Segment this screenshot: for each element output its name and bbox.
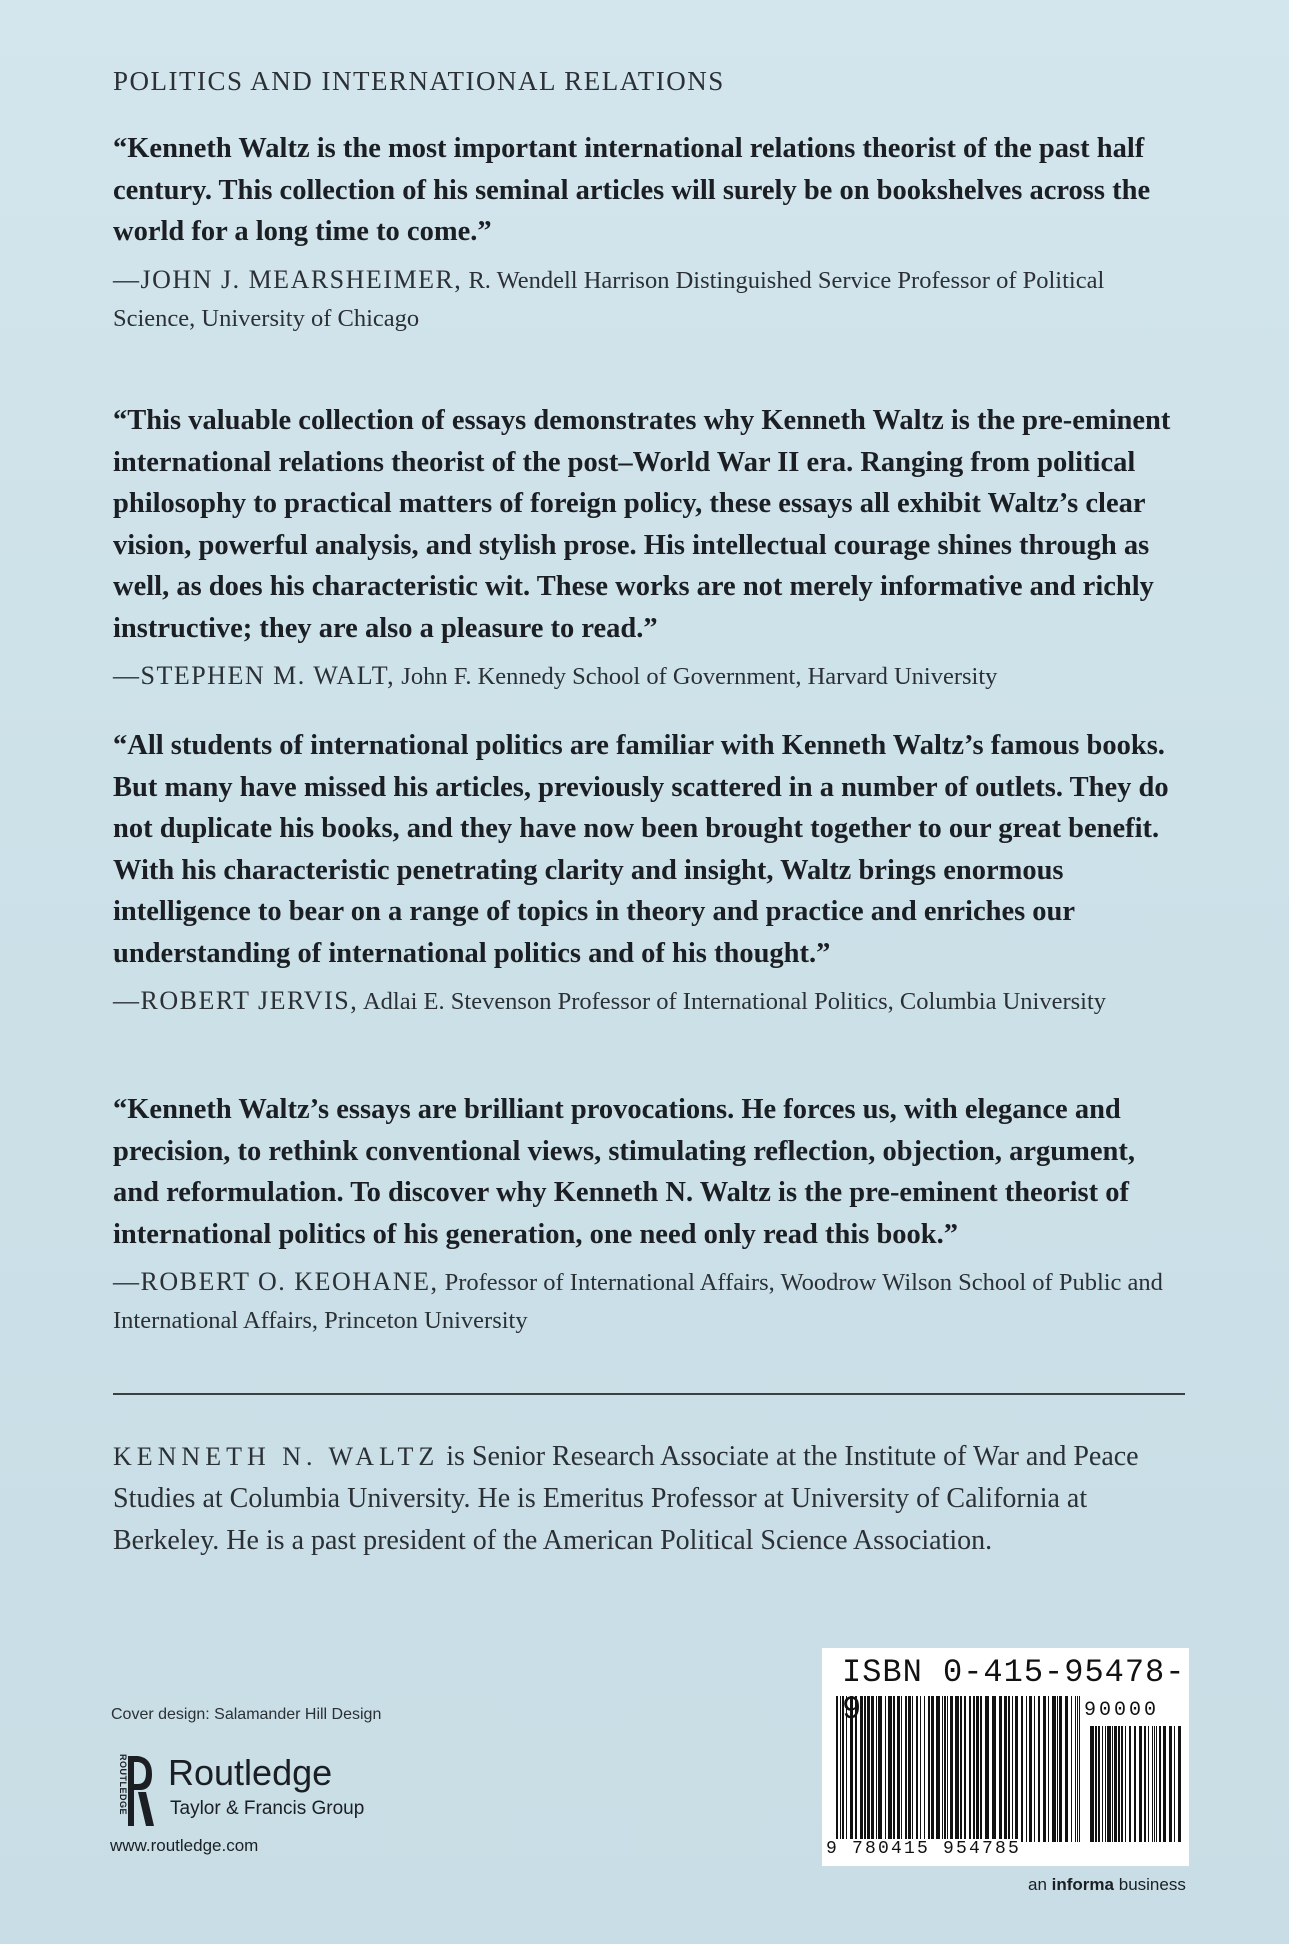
endorsement-4 xyxy=(113,1089,1185,1340)
endorsement-quote: “This valuable collection of essays demonstrates why Kenneth Waltz is the pre-eminent international relations theorist of the post–World War II era. Ranging from political philosophy to practical matters of foreign policy, these essays all exhibit Waltz’s clear vision, powerful analysis, and stylish prose. His intellectual courage shines through as well, as does his characteristic wit. These works are not merely informative and richly instructive; they are also a pleasure to read.” xyxy=(113,405,1171,644)
cover-design-credit: Cover design: Salamander Hill Design xyxy=(111,1706,382,1723)
endorser-affiliation: John F. Kennedy School of Government, Harvard University xyxy=(401,663,998,690)
barcode-bar xyxy=(1029,1696,1032,1842)
addon-bar xyxy=(1095,1726,1097,1842)
barcode-bar xyxy=(1075,1696,1076,1842)
barcode-bar xyxy=(969,1696,971,1842)
addon-bar xyxy=(1112,1726,1113,1842)
author-name: KENNETH N. WALTZ xyxy=(113,1442,440,1471)
endorsement-2 xyxy=(113,400,1185,696)
addon-bar xyxy=(1107,1726,1111,1842)
barcode-bar xyxy=(992,1696,996,1842)
barcode-bar xyxy=(1077,1696,1078,1842)
addon-bar xyxy=(1144,1726,1146,1842)
addon-bar xyxy=(1134,1726,1136,1842)
barcode-bar xyxy=(973,1696,975,1842)
endorsement-quote: “Kenneth Waltz is the most important international relations theorist of the past half century. This collection of his seminal articles will surely be on bookshelves across the world for a long time to come.” xyxy=(113,133,1151,247)
addon-bar xyxy=(1098,1726,1100,1842)
barcode-bar xyxy=(850,1696,853,1842)
barcode-icon xyxy=(822,1696,1189,1848)
barcode-bar xyxy=(855,1696,857,1842)
endorser-name: —JOHN J. MEARSHEIMER, xyxy=(113,264,463,294)
addon-bar xyxy=(1154,1726,1155,1842)
barcode-bar xyxy=(950,1696,953,1842)
barcode-bar xyxy=(836,1696,838,1842)
barcode-bar xyxy=(1008,1696,1010,1842)
barcode-bar xyxy=(1059,1696,1062,1842)
addon-bar xyxy=(1159,1726,1161,1842)
endorsement-quote: “All students of international politics are familiar with Kenneth Waltz’s famous books. But many have missed his articles, previously scattered in a number of outlets. They do not duplicate his books, and they have now been brought together to our great benefit. With his characteristic penetrating clarity and insight, Waltz brings enormous intelligence to bear on a range of topics in theory and practice and enriches our understanding of international politics and of his thought.” xyxy=(113,730,1169,969)
isbn-number: ISBN 0-415-95478-9 xyxy=(842,1654,1186,1728)
barcode-bar xyxy=(908,1696,911,1842)
barcode-bar xyxy=(876,1696,877,1842)
addon-bar xyxy=(1105,1726,1106,1842)
barcode-bar xyxy=(964,1696,966,1842)
endorsement-attribution xyxy=(113,982,1185,1021)
routledge-logo-icon xyxy=(108,1752,156,1830)
barcode-bar xyxy=(864,1696,866,1842)
barcode-bar xyxy=(928,1696,930,1842)
endorsement-quote: “Kenneth Waltz’s essays are brilliant provocations. He forces us, with elegance and precision, to rethink conventional views, stimulating reflection, objection, argument, and reformulation. To discover why Kenneth N. Waltz is the pre-eminent theorist of international politics of his generation, one need only read this book.” xyxy=(113,1094,1135,1250)
barcode-bar xyxy=(916,1696,918,1842)
barcode-bar xyxy=(1057,1696,1058,1842)
barcode-bar xyxy=(931,1696,934,1842)
barcode-bar xyxy=(1079,1696,1080,1842)
barcode-bar xyxy=(888,1696,892,1842)
informa-brand: informa xyxy=(1051,1875,1114,1894)
barcode-bar xyxy=(840,1696,841,1842)
addon-bar xyxy=(1156,1726,1157,1842)
endorsement-attribution xyxy=(113,1263,1185,1340)
barcode-bar xyxy=(1048,1696,1049,1842)
author-bio xyxy=(113,1436,1188,1562)
addon-bar xyxy=(1129,1726,1131,1842)
addon-bar xyxy=(1174,1726,1175,1842)
barcode-bar xyxy=(1021,1696,1023,1842)
endorser-name: —ROBERT JERVIS, xyxy=(113,986,359,1015)
addon-bar xyxy=(1148,1726,1149,1842)
barcode-bar xyxy=(955,1696,959,1842)
addon-bar xyxy=(1118,1726,1120,1842)
barcode-bar xyxy=(885,1696,886,1842)
barcode-bar xyxy=(924,1696,925,1842)
publisher-group: Taylor & Francis Group xyxy=(170,1798,365,1819)
barcode-bar xyxy=(1012,1696,1013,1842)
divider xyxy=(113,1393,1185,1395)
publisher-block xyxy=(108,1752,438,1862)
logo-vertical-text: ROUTLEDGE xyxy=(118,1754,128,1816)
endorser-affiliation: Professor of International Affairs, Woodrow Wilson School of Public and International Affairs, Princeton University xyxy=(113,1269,1163,1334)
barcode-bar xyxy=(893,1696,895,1842)
endorsement-1 xyxy=(113,128,1185,338)
barcode-bar xyxy=(944,1696,946,1842)
barcode-bar xyxy=(905,1696,907,1842)
category-label: POLITICS AND INTERNATIONAL RELATIONS xyxy=(113,66,725,96)
barcode-bar xyxy=(1026,1696,1027,1842)
barcode-bar xyxy=(1034,1696,1035,1842)
informa-suffix: business xyxy=(1118,1875,1186,1894)
endorser-affiliation: Adlai E. Stevenson Professor of International Politics, Columbia University xyxy=(362,988,1107,1015)
endorser-affiliation: R. Wendell Harrison Distinguished Service Professor of Political Science, University of Chicago xyxy=(113,266,1105,332)
barcode-bar xyxy=(999,1696,1002,1842)
barcode-bar xyxy=(860,1696,863,1842)
barcode-bar xyxy=(897,1696,900,1842)
barcode-bar xyxy=(912,1696,913,1842)
informa-prefix: an xyxy=(1028,1875,1047,1894)
addon-bar xyxy=(1102,1726,1103,1842)
endorser-name: —ROBERT O. KEOHANE, xyxy=(113,1267,439,1296)
addon-bar xyxy=(1139,1726,1142,1842)
author-bio-text: is Senior Research Associate at the Institute of War and Peace Studies at Columbia University. He is Emeritus Professor at University of California at Berkeley. He is a past president of the American Political Science Association. xyxy=(113,1441,1139,1556)
barcode-bar xyxy=(1052,1696,1056,1842)
endorsement-attribution xyxy=(113,657,1185,696)
barcode-bar xyxy=(901,1696,902,1842)
informa-label xyxy=(1028,1875,1186,1895)
addon-bar xyxy=(1169,1726,1172,1842)
barcode-bar xyxy=(846,1696,847,1842)
isbn-barcode xyxy=(822,1648,1189,1866)
barcode-bar xyxy=(1015,1696,1018,1842)
barcode-bar xyxy=(920,1696,921,1842)
addon-bar xyxy=(1090,1726,1094,1842)
publisher-url: www.routledge.com xyxy=(110,1836,259,1855)
addon-bar xyxy=(1152,1726,1153,1842)
barcode-bar xyxy=(1065,1696,1068,1842)
barcode-bar xyxy=(1038,1696,1040,1842)
barcode-bar xyxy=(867,1696,870,1842)
barcode-bar xyxy=(942,1696,943,1842)
barcode-bar xyxy=(842,1696,844,1842)
barcode-bar xyxy=(980,1696,982,1842)
ean-number: 9 780415 954785 xyxy=(826,1839,1022,1859)
barcode-bar xyxy=(960,1696,962,1842)
addon-bar xyxy=(1125,1726,1126,1842)
addon-bar xyxy=(1178,1726,1181,1842)
barcode-bar xyxy=(1071,1696,1072,1842)
barcode-bar xyxy=(985,1696,989,1842)
barcode-bar xyxy=(871,1696,874,1842)
barcode-bar xyxy=(947,1696,948,1842)
barcode-bar xyxy=(878,1696,882,1842)
barcode-bar xyxy=(976,1696,979,1842)
endorsement-attribution xyxy=(113,261,1185,338)
addon-bar xyxy=(1163,1726,1166,1842)
addon-bar xyxy=(1114,1726,1117,1842)
addon-bar xyxy=(1121,1726,1123,1842)
publisher-name: Routledge xyxy=(168,1752,333,1793)
endorsement-3 xyxy=(113,725,1185,1021)
barcode-bar xyxy=(936,1696,940,1842)
barcode-bar xyxy=(1004,1696,1007,1842)
barcode-bar xyxy=(1043,1696,1046,1842)
barcode-addon: 90000 xyxy=(1084,1699,1160,1722)
endorser-name: —STEPHEN M. WALT, xyxy=(113,661,396,690)
